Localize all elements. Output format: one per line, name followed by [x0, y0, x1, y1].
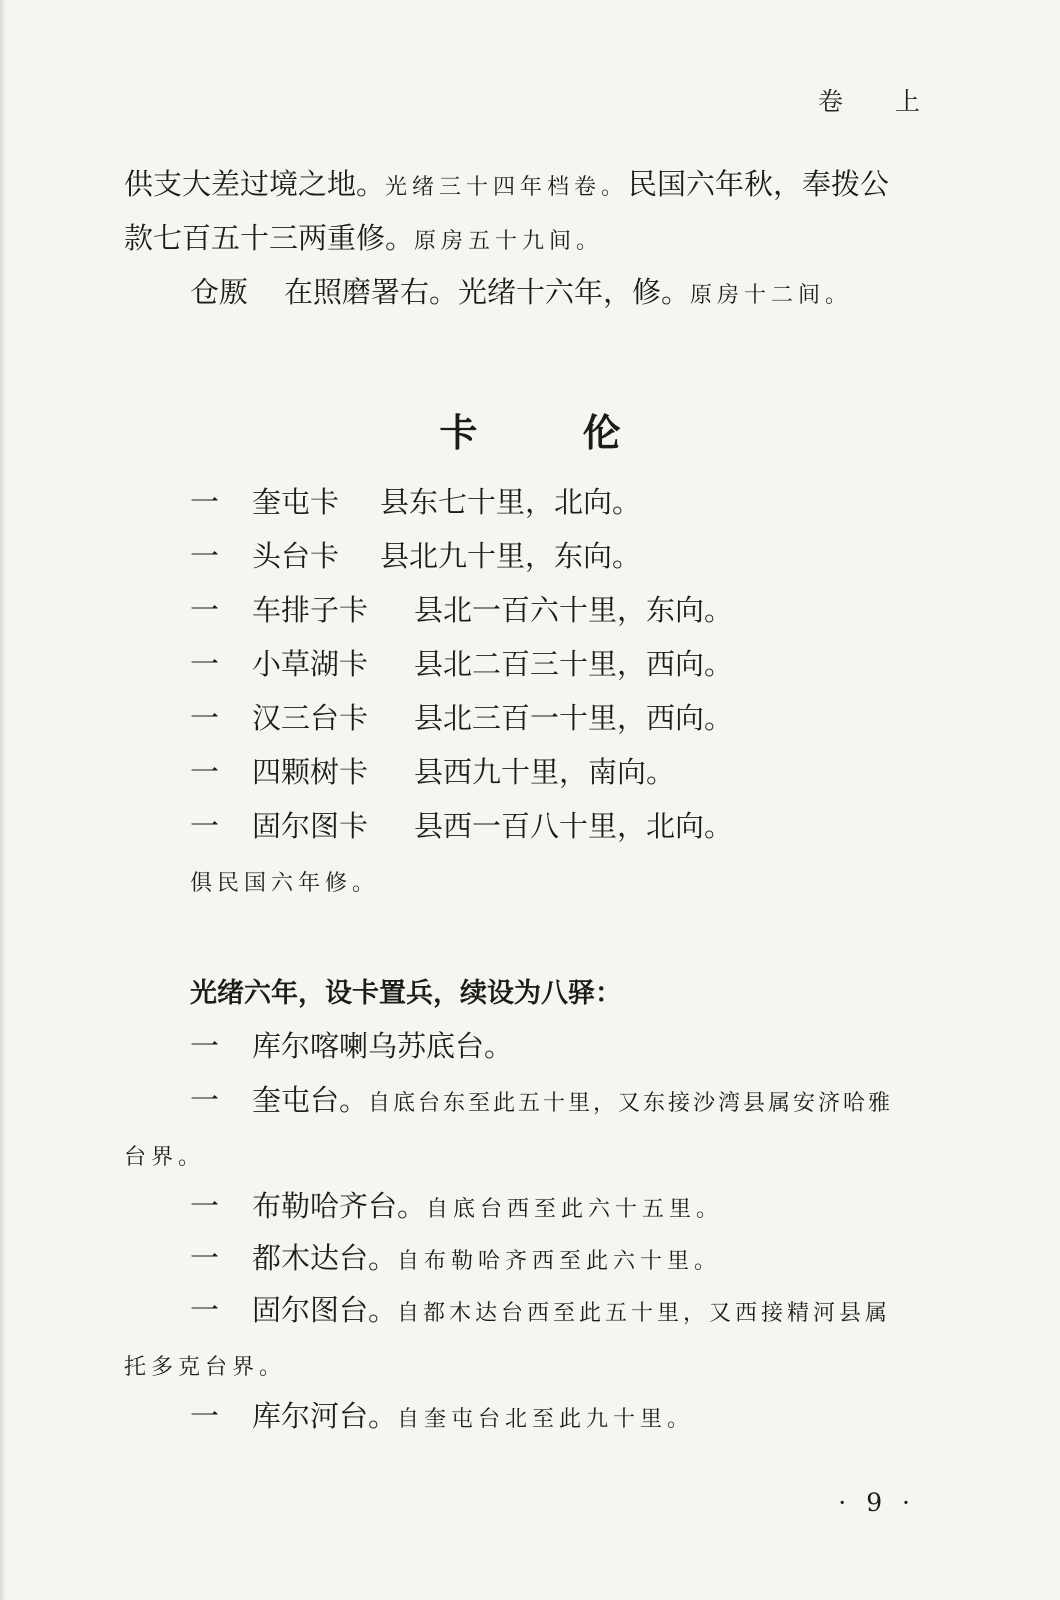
karun-name: 四颗树卡	[252, 755, 369, 789]
item-dash: 一	[190, 701, 220, 735]
relay-item	[190, 1188, 723, 1228]
relay-item	[190, 1292, 891, 1332]
relay-name: 布勒哈齐台。	[252, 1189, 427, 1223]
item-dash: 一	[190, 593, 220, 627]
relay-note-continuation: 台界。	[124, 1145, 206, 1170]
relay-item	[190, 1398, 694, 1438]
karun-item	[190, 592, 733, 628]
intro-line-1-tail: 民国六年秋，奉拨公	[628, 167, 890, 201]
karun-name: 头台卡	[252, 539, 340, 573]
page-number: · 9 ·	[838, 1488, 916, 1517]
relay-item	[190, 1240, 721, 1280]
intro-line-1	[124, 166, 889, 206]
karun-item	[190, 754, 675, 790]
intro-line-1-note: 光绪三十四年档卷。	[385, 175, 629, 200]
relay-note: 自底台西至此六十五里。	[426, 1197, 724, 1222]
karun-item	[190, 646, 733, 682]
page-edge	[0, 0, 6, 1600]
item-dash: 一	[190, 539, 220, 573]
relay-note-continuation: 托多克台界。	[124, 1355, 287, 1380]
karun-item	[190, 808, 733, 844]
karun-item	[190, 538, 641, 574]
item-dash: 一	[190, 1189, 220, 1223]
karun-note: 俱民国六年修。	[190, 871, 380, 896]
relay-name: 奎屯台。	[252, 1083, 369, 1117]
granary-line	[190, 274, 852, 314]
karun-item	[190, 484, 641, 520]
karun-desc: 县西一百八十里，北向。	[414, 809, 734, 843]
intro-line-2-main: 款七百五十三两重修。	[124, 221, 415, 255]
karun-name: 奎屯卡	[252, 485, 340, 519]
granary-main: 在照磨署右。光绪十六年，修。	[284, 275, 691, 309]
relay-name: 都木达台。	[252, 1241, 398, 1275]
karun-desc: 县西九十里，南向。	[414, 755, 676, 789]
karun-name: 汉三台卡	[252, 701, 369, 735]
relay-name: 固尔图台。	[252, 1293, 398, 1327]
relay-note: 自都木达台西至此五十里，又西接精河县属	[397, 1301, 892, 1326]
relay-item	[190, 1028, 513, 1064]
relay-item	[190, 1082, 893, 1122]
karun-name: 车排子卡	[252, 593, 369, 627]
item-dash: 一	[190, 485, 220, 519]
relay-name: 库尔喀喇乌苏底台。	[252, 1029, 514, 1063]
karun-desc: 县北九十里，东向。	[380, 539, 642, 573]
relay-note: 自底台东至此五十里，又东接沙湾县属安济哈雅	[368, 1091, 894, 1116]
running-header: 卷 上	[818, 87, 942, 116]
intro-line-2	[124, 220, 603, 260]
relay-name: 库尔河台。	[252, 1399, 398, 1433]
item-dash: 一	[190, 809, 220, 843]
karun-name: 小草湖卡	[252, 647, 369, 681]
granary-label: 仓厫	[190, 275, 249, 309]
relay-heading: 光绪六年，设卡置兵，续设为八驿：	[190, 978, 622, 1009]
relay-note: 自奎屯台北至此九十里。	[397, 1407, 695, 1432]
karun-desc: 县北一百六十里，东向。	[414, 593, 734, 627]
karun-desc: 县东七十里，北向。	[380, 485, 642, 519]
item-dash: 一	[190, 1399, 220, 1433]
karun-desc: 县北三百一十里，西向。	[414, 701, 734, 735]
section-title: 卡 伦	[439, 410, 667, 455]
item-dash: 一	[190, 1083, 220, 1117]
granary-note: 原房十二间。	[690, 283, 853, 308]
karun-desc: 县北二百三十里，西向。	[414, 647, 734, 681]
item-dash: 一	[190, 1241, 220, 1275]
item-dash: 一	[190, 755, 220, 789]
item-dash: 一	[190, 647, 220, 681]
intro-line-1-main: 供支大差过境之地。	[124, 167, 386, 201]
item-dash: 一	[190, 1293, 220, 1327]
intro-line-2-note: 原房五十九间。	[414, 229, 604, 254]
karun-name: 固尔图卡	[252, 809, 369, 843]
item-dash: 一	[190, 1029, 220, 1063]
relay-note: 自布勒哈齐西至此六十里。	[397, 1249, 722, 1274]
karun-item	[190, 700, 733, 736]
